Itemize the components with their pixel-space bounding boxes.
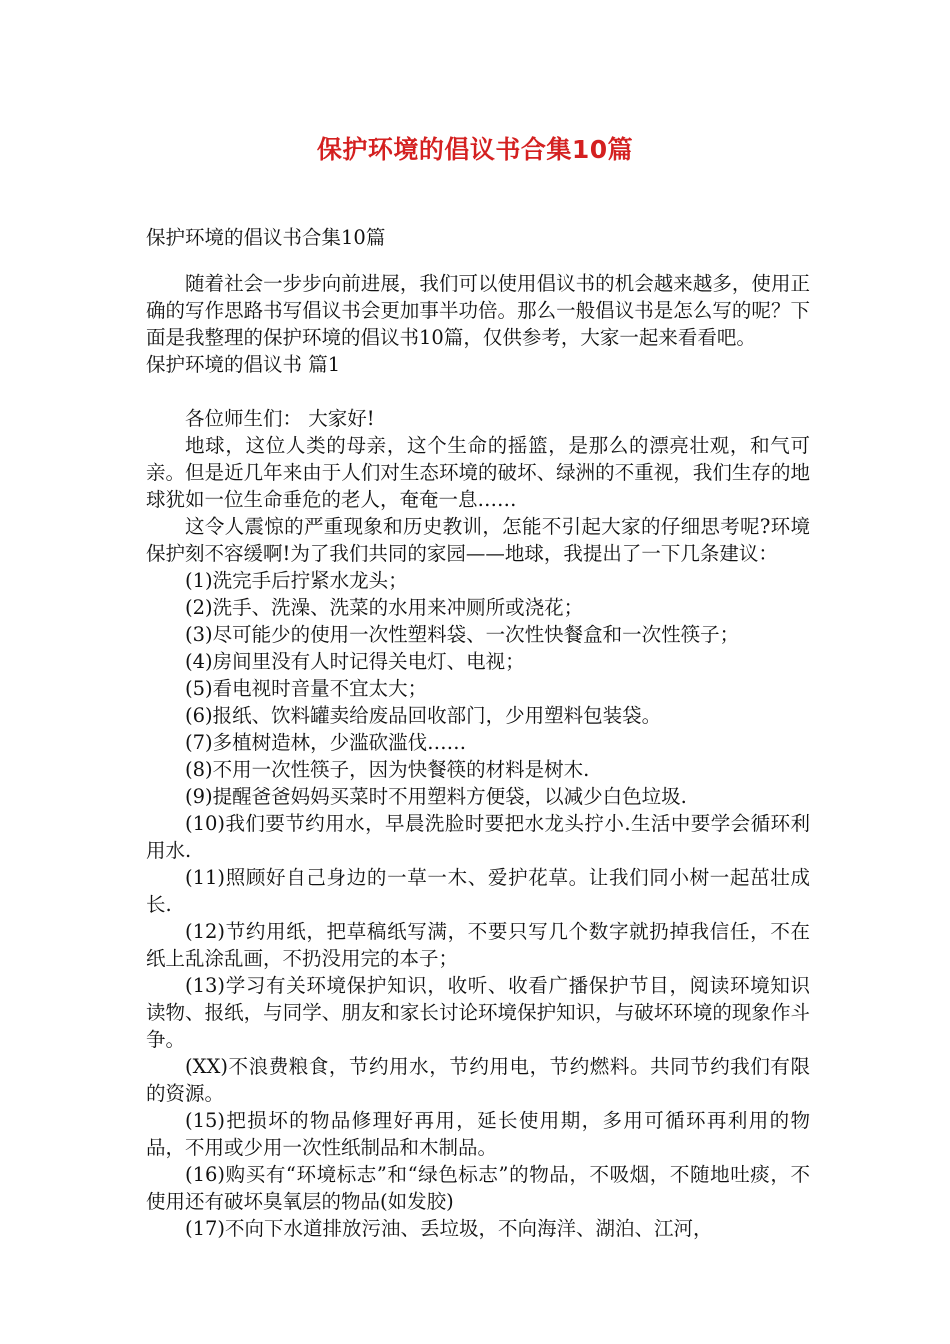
shock-paragraph: 这令人震惊的严重现象和历史教训，怎能不引起大家的仔细思考呢?环境保护刻不容缓啊!为了我们共同的家园——地球，我提出了一下几条建议： [146, 515, 810, 565]
list-item: (11)照顾好自己身边的一草一木、爱护花草。让我们同小树一起茁壮成长. [146, 866, 810, 916]
intro-paragraph: 随着社会一步步向前进展，我们可以使用倡议书的机会越来越多，使用正确的写作思路书写倡议书会更加事半功倍。那么一般倡议书是怎么写的呢？下面是我整理的保护环境的倡议书10篇，仅供参考，大家一起来看看吧。 [146, 272, 810, 349]
list-item: (12)节约用纸，把草稿纸写满，不要只写几个数字就扔掉我信任，不在纸上乱涂乱画，不扔没用完的本子； [146, 920, 810, 970]
list-item: (5)看电视时音量不宜太大； [185, 677, 428, 700]
list-item: (3)尽可能少的使用一次性塑料袋、一次性快餐盒和一次性筷子； [185, 623, 740, 646]
list-item: (7)多植树造林，少滥砍滥伐…… [185, 731, 467, 754]
document-body [146, 270, 810, 1242]
list-item: (4)房间里没有人时记得关电灯、电视； [185, 650, 525, 673]
list-item: (8)不用一次性筷子，因为快餐筷的材料是树木. [185, 758, 590, 781]
list-item: (10)我们要节约用水，早晨洗脸时要把水龙头拧小.生活中要学会循环利用水. [146, 812, 810, 862]
paragraph-gap [146, 378, 810, 405]
list-item: (9)提醒爸爸妈妈买菜时不用塑料方便袋，以减少白色垃圾. [185, 785, 687, 808]
list-item: (17)不向下水道排放污油、丢垃圾，不向海洋、湖泊、江河， [185, 1217, 713, 1240]
document-title: 保护环境的倡议书合集10篇 [316, 135, 634, 164]
list-item: (XX)不浪费粮食，节约用水，节约用电，节约燃料。共同节约我们有限的资源。 [146, 1055, 810, 1105]
list-item: (15)把损坏的物品修理好再用，延长使用期，多用可循环再利用的物品，不用或少用一次性纸制品和木制品。 [146, 1109, 810, 1159]
greeting-paragraph: 各位师生们： 大家好! [185, 407, 375, 430]
document-subtitle: 保护环境的倡议书合集10篇 [146, 226, 386, 249]
earth-paragraph: 地球，这位人类的母亲，这个生命的摇篮，是那么的漂亮壮观，和气可亲。但是近几年来由于人们对生态环境的破坏、绿洲的不重视，我们生存的地球犹如一位生命垂危的老人，奄奄一息…… [146, 434, 810, 511]
list-item: (13)学习有关环境保护知识，收听、收看广播保护节目，阅读环境知识读物、报纸，与同学、朋友和家长讨论环境保护知识，与破坏环境的现象作斗争。 [146, 974, 810, 1051]
list-item: (6)报纸、饮料罐卖给废品回收部门，少用塑料包装袋。 [185, 704, 662, 727]
list-item: (1)洗完手后拧紧水龙头； [185, 569, 408, 592]
list-item: (2)洗手、洗澡、洗菜的水用来冲厕所或浇花； [185, 596, 584, 619]
list-item: (16)购买有“环境标志”和“绿色标志”的物品，不吸烟，不随地吐痰，不使用还有破坏臭氧层的物品(如发胶) [146, 1163, 810, 1213]
section-heading: 保护环境的倡议书 篇1 [146, 353, 341, 376]
